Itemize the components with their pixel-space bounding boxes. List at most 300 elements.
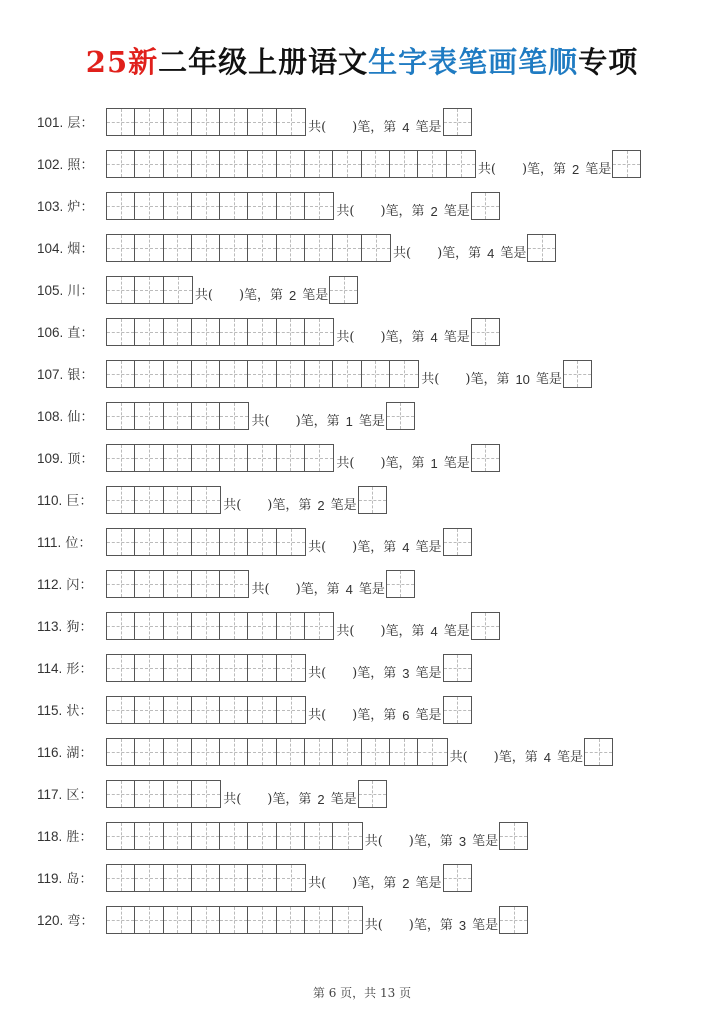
stroke-writing-grid[interactable] <box>106 528 306 556</box>
tianzige-cell[interactable] <box>277 613 305 639</box>
tianzige-cell[interactable] <box>277 445 305 471</box>
exercise-number: 114. <box>37 661 63 676</box>
tianzige-cell[interactable] <box>164 781 192 807</box>
stroke-suffix: 笔是 <box>415 708 442 723</box>
stroke-writing-grid[interactable] <box>106 570 249 598</box>
stroke-writing-grid[interactable] <box>106 276 193 304</box>
answer-box[interactable] <box>443 696 472 724</box>
tianzige-cell[interactable] <box>390 361 418 387</box>
answer-box[interactable] <box>386 570 415 598</box>
exercise-character: 层 <box>67 116 81 131</box>
tianzige-cell[interactable] <box>277 739 305 765</box>
answer-box[interactable] <box>499 822 528 850</box>
tianzige-cell[interactable] <box>277 529 305 555</box>
exercise-character: 顶 <box>67 452 81 467</box>
tianzige-cell[interactable] <box>107 697 135 723</box>
tianzige-cell[interactable] <box>277 319 305 345</box>
exercise-number: 107. <box>37 367 64 382</box>
tianzige-cell[interactable] <box>135 865 163 891</box>
exercise-character: 炉 <box>67 200 81 215</box>
tianzige-cell[interactable] <box>107 655 135 681</box>
exercise-number: 108. <box>37 409 64 424</box>
tianzige-cell[interactable] <box>107 445 135 471</box>
tianzige-cell[interactable] <box>248 655 276 681</box>
tianzige-cell[interactable] <box>305 235 333 261</box>
tianzige-cell[interactable] <box>277 361 305 387</box>
stroke-index: 2 <box>572 162 580 177</box>
tianzige-cell[interactable] <box>220 823 248 849</box>
stroke-question <box>223 780 386 810</box>
tianzige-cell[interactable] <box>107 193 135 219</box>
tianzige-cell[interactable] <box>305 151 333 177</box>
exercise-character: 仙 <box>67 410 81 425</box>
exercise-character: 狗 <box>66 620 80 635</box>
tianzige-cell[interactable] <box>135 529 163 555</box>
tianzige-cell[interactable] <box>220 235 248 261</box>
tianzige-cell[interactable] <box>135 277 163 303</box>
tianzige-cell[interactable] <box>192 907 220 933</box>
tianzige-cell[interactable] <box>107 487 135 513</box>
stroke-question <box>223 486 386 516</box>
tianzige-cell[interactable] <box>248 907 276 933</box>
total-prefix: 共( <box>251 414 270 429</box>
tianzige-cell[interactable] <box>164 487 192 513</box>
tianzige-cell[interactable] <box>164 361 192 387</box>
exercise-number: 116. <box>37 745 63 760</box>
page-title <box>0 40 724 84</box>
tianzige-cell[interactable] <box>248 739 276 765</box>
stroke-writing-grid[interactable] <box>106 612 334 640</box>
exercise-number: 120. <box>37 913 64 928</box>
exercise-number: 119. <box>37 871 63 886</box>
tianzige-cell[interactable] <box>192 655 220 681</box>
tianzige-cell[interactable] <box>333 823 361 849</box>
tianzige-cell[interactable] <box>220 403 248 429</box>
colon: ： <box>80 452 94 467</box>
stroke-question <box>365 906 528 936</box>
tianzige-cell[interactable] <box>135 151 163 177</box>
tianzige-cell[interactable] <box>164 277 192 303</box>
stroke-question <box>421 360 592 390</box>
tianzige-cell[interactable] <box>164 403 192 429</box>
stroke-index: 1 <box>430 456 438 471</box>
tianzige-cell[interactable] <box>220 109 248 135</box>
total-prefix: 共( <box>251 582 270 597</box>
stroke-suffix: 笔是 <box>415 876 442 891</box>
tianzige-cell[interactable] <box>135 319 163 345</box>
answer-box[interactable] <box>471 612 500 640</box>
tianzige-cell[interactable] <box>277 193 305 219</box>
stroke-index: 4 <box>487 246 495 261</box>
tianzige-cell[interactable] <box>362 361 390 387</box>
stroke-writing-grid[interactable] <box>106 318 334 346</box>
answer-box[interactable] <box>471 318 500 346</box>
tianzige-cell[interactable] <box>220 193 248 219</box>
tianzige-cell[interactable] <box>107 319 135 345</box>
tianzige-cell[interactable] <box>220 739 248 765</box>
tianzige-cell[interactable] <box>220 907 248 933</box>
tianzige-cell[interactable] <box>305 361 333 387</box>
total-suffix: )笔，第 <box>267 792 312 807</box>
colon: ： <box>79 578 93 593</box>
title-topic: 生字表笔画笔顺 <box>368 45 579 79</box>
tianzige-cell[interactable] <box>107 781 135 807</box>
stroke-index: 6 <box>402 708 410 723</box>
exercise-number: 102. <box>37 157 64 172</box>
stroke-question <box>336 444 499 474</box>
exercise-number: 105. <box>37 283 64 298</box>
colon: ： <box>79 746 93 761</box>
tianzige-cell[interactable] <box>135 907 163 933</box>
stroke-writing-grid[interactable] <box>106 822 363 850</box>
tianzige-cell[interactable] <box>192 781 220 807</box>
stroke-writing-grid[interactable] <box>106 738 448 766</box>
stroke-question <box>308 696 471 726</box>
title-grade: 二年级上册语文 <box>158 45 369 79</box>
tianzige-cell[interactable] <box>248 193 276 219</box>
tianzige-cell[interactable] <box>220 319 248 345</box>
colon: ： <box>79 704 93 719</box>
stroke-index: 1 <box>345 414 353 429</box>
tianzige-cell[interactable] <box>248 319 276 345</box>
total-suffix: )笔，第 <box>465 372 510 387</box>
tianzige-cell[interactable] <box>107 109 135 135</box>
tianzige-cell[interactable] <box>277 865 305 891</box>
tianzige-cell[interactable] <box>192 319 220 345</box>
tianzige-cell[interactable] <box>192 403 220 429</box>
tianzige-cell[interactable] <box>220 151 248 177</box>
tianzige-cell[interactable] <box>192 529 220 555</box>
tianzige-cell[interactable] <box>447 151 475 177</box>
tianzige-cell[interactable] <box>333 739 361 765</box>
tianzige-cell[interactable] <box>305 613 333 639</box>
page-footer: 第 6 页，共 13 页 <box>312 986 412 1000</box>
exercise-character: 闪 <box>66 578 80 593</box>
tianzige-cell[interactable] <box>192 361 220 387</box>
tianzige-cell[interactable] <box>107 151 135 177</box>
tianzige-cell[interactable] <box>305 193 333 219</box>
exercise-character: 直 <box>67 326 81 341</box>
tianzige-cell[interactable] <box>192 865 220 891</box>
tianzige-cell[interactable] <box>164 697 192 723</box>
exercise-label <box>37 486 92 516</box>
answer-box[interactable] <box>329 276 358 304</box>
tianzige-cell[interactable] <box>135 361 163 387</box>
tianzige-cell[interactable] <box>135 613 163 639</box>
tianzige-cell[interactable] <box>135 109 163 135</box>
tianzige-cell[interactable] <box>164 235 192 261</box>
tianzige-cell[interactable] <box>277 655 305 681</box>
tianzige-cell[interactable] <box>418 739 446 765</box>
answer-box[interactable] <box>358 780 387 808</box>
answer-box[interactable] <box>443 864 472 892</box>
colon: ： <box>79 620 93 635</box>
exercise-label <box>37 864 92 894</box>
tianzige-cell[interactable] <box>192 445 220 471</box>
tianzige-cell[interactable] <box>192 487 220 513</box>
colon: ： <box>80 914 94 929</box>
tianzige-cell[interactable] <box>220 865 248 891</box>
tianzige-cell[interactable] <box>164 151 192 177</box>
tianzige-cell[interactable] <box>135 487 163 513</box>
answer-box[interactable] <box>471 192 500 220</box>
tianzige-cell[interactable] <box>390 739 418 765</box>
stroke-question <box>252 402 415 432</box>
tianzige-cell[interactable] <box>305 739 333 765</box>
tianzige-cell[interactable] <box>333 235 361 261</box>
total-suffix: )笔，第 <box>352 666 397 681</box>
tianzige-cell[interactable] <box>305 319 333 345</box>
tianzige-cell[interactable] <box>220 361 248 387</box>
stroke-suffix: 笔是 <box>358 414 385 429</box>
tianzige-cell[interactable] <box>164 529 192 555</box>
exercise-character: 烟 <box>67 242 81 257</box>
stroke-writing-grid[interactable] <box>106 780 221 808</box>
stroke-question <box>308 654 471 684</box>
tianzige-cell[interactable] <box>220 571 248 597</box>
total-prefix: 共( <box>194 288 213 303</box>
tianzige-cell[interactable] <box>135 697 163 723</box>
stroke-index: 4 <box>430 624 438 639</box>
colon: ： <box>80 200 94 215</box>
stroke-writing-grid[interactable] <box>106 234 391 262</box>
stroke-suffix: 笔是 <box>415 666 442 681</box>
stroke-index: 4 <box>345 582 353 597</box>
total-suffix: )笔，第 <box>493 750 538 765</box>
tianzige-cell[interactable] <box>164 193 192 219</box>
stroke-question <box>308 108 471 138</box>
tianzige-cell[interactable] <box>192 739 220 765</box>
tianzige-cell[interactable] <box>107 571 135 597</box>
total-prefix: 共( <box>449 750 468 765</box>
tianzige-cell[interactable] <box>277 109 305 135</box>
stroke-writing-grid[interactable] <box>106 150 476 178</box>
exercise-label <box>37 402 93 432</box>
stroke-index: 3 <box>458 834 467 849</box>
colon: ： <box>79 494 93 509</box>
answer-box[interactable] <box>584 738 613 766</box>
answer-box[interactable] <box>471 444 500 472</box>
colon: ： <box>80 368 94 383</box>
colon: ： <box>80 410 94 425</box>
tianzige-cell[interactable] <box>390 151 418 177</box>
total-suffix: )笔，第 <box>295 414 340 429</box>
exercise-character: 岛 <box>66 872 80 887</box>
answer-box[interactable] <box>499 906 528 934</box>
total-prefix: 共( <box>336 456 355 471</box>
tianzige-cell[interactable] <box>164 613 192 639</box>
exercise-number: 109. <box>37 451 64 466</box>
tianzige-cell[interactable] <box>277 907 305 933</box>
answer-box[interactable] <box>527 234 556 262</box>
total-prefix: 共( <box>393 246 412 261</box>
total-prefix: 共( <box>364 834 383 849</box>
tianzige-cell[interactable] <box>248 109 276 135</box>
stroke-index: 2 <box>317 792 325 807</box>
total-suffix: )笔，第 <box>408 918 453 933</box>
exercise-character: 川 <box>67 284 81 299</box>
stroke-writing-grid[interactable] <box>106 108 306 136</box>
tianzige-cell[interactable] <box>135 739 163 765</box>
tianzige-cell[interactable] <box>107 235 135 261</box>
tianzige-cell[interactable] <box>135 823 163 849</box>
tianzige-cell[interactable] <box>248 445 276 471</box>
tianzige-cell[interactable] <box>164 907 192 933</box>
colon: ： <box>80 326 94 341</box>
tianzige-cell[interactable] <box>107 865 135 891</box>
answer-box[interactable] <box>443 654 472 682</box>
tianzige-cell[interactable] <box>164 655 192 681</box>
stroke-question <box>336 612 499 642</box>
tianzige-cell[interactable] <box>135 193 163 219</box>
colon: ： <box>80 284 94 299</box>
total-suffix: )笔，第 <box>380 624 425 639</box>
stroke-writing-grid[interactable] <box>106 486 221 514</box>
exercise-label <box>37 696 92 726</box>
tianzige-cell[interactable] <box>107 823 135 849</box>
tianzige-cell[interactable] <box>305 823 333 849</box>
tianzige-cell[interactable] <box>333 151 361 177</box>
tianzige-cell[interactable] <box>107 613 135 639</box>
tianzige-cell[interactable] <box>192 235 220 261</box>
tianzige-cell[interactable] <box>135 571 163 597</box>
tianzige-cell[interactable] <box>135 235 163 261</box>
total-suffix: )笔，第 <box>267 498 312 513</box>
tianzige-cell[interactable] <box>192 823 220 849</box>
tianzige-cell[interactable] <box>277 235 305 261</box>
tianzige-cell[interactable] <box>220 613 248 639</box>
tianzige-cell[interactable] <box>248 151 276 177</box>
stroke-index: 2 <box>289 288 297 303</box>
exercise-character: 湖 <box>66 746 80 761</box>
stroke-question <box>252 570 415 600</box>
exercise-number: 118. <box>37 829 63 844</box>
tianzige-cell[interactable] <box>107 529 135 555</box>
colon: ： <box>79 872 93 887</box>
stroke-suffix: 笔是 <box>358 582 385 597</box>
tianzige-cell[interactable] <box>220 655 248 681</box>
tianzige-cell[interactable] <box>164 319 192 345</box>
tianzige-cell[interactable] <box>164 823 192 849</box>
stroke-writing-grid[interactable] <box>106 864 306 892</box>
total-prefix: 共( <box>308 540 327 555</box>
exercise-label <box>37 150 93 180</box>
tianzige-cell[interactable] <box>248 697 276 723</box>
tianzige-cell[interactable] <box>192 151 220 177</box>
answer-box[interactable] <box>443 108 472 136</box>
colon: ： <box>79 788 93 803</box>
tianzige-cell[interactable] <box>192 193 220 219</box>
tianzige-cell[interactable] <box>164 445 192 471</box>
tianzige-cell[interactable] <box>135 403 163 429</box>
tianzige-cell[interactable] <box>107 907 135 933</box>
stroke-writing-grid[interactable] <box>106 402 249 430</box>
tianzige-cell[interactable] <box>277 697 305 723</box>
tianzige-cell[interactable] <box>135 781 163 807</box>
tianzige-cell[interactable] <box>333 907 361 933</box>
exercise-number: 110. <box>37 493 63 508</box>
tianzige-cell[interactable] <box>248 613 276 639</box>
stroke-suffix: 笔是 <box>556 750 583 765</box>
tianzige-cell[interactable] <box>192 613 220 639</box>
tianzige-cell[interactable] <box>107 361 135 387</box>
tianzige-cell[interactable] <box>248 361 276 387</box>
total-suffix: )笔，第 <box>380 204 425 219</box>
stroke-suffix: 笔是 <box>302 288 329 303</box>
exercise-label <box>37 360 93 390</box>
tianzige-cell[interactable] <box>248 235 276 261</box>
tianzige-cell[interactable] <box>362 151 390 177</box>
tianzige-cell[interactable] <box>362 739 390 765</box>
tianzige-cell[interactable] <box>362 235 390 261</box>
tianzige-cell[interactable] <box>107 277 135 303</box>
total-prefix: 共( <box>308 120 327 135</box>
stroke-writing-grid[interactable] <box>106 696 306 724</box>
tianzige-cell[interactable] <box>220 529 248 555</box>
tianzige-cell[interactable] <box>192 697 220 723</box>
stroke-question <box>393 234 556 264</box>
exercise-label <box>37 738 92 768</box>
tianzige-cell[interactable] <box>107 739 135 765</box>
stroke-writing-grid[interactable] <box>106 906 363 934</box>
tianzige-cell[interactable] <box>248 823 276 849</box>
tianzige-cell[interactable] <box>135 655 163 681</box>
exercise-number: 106. <box>37 325 64 340</box>
tianzige-cell[interactable] <box>277 823 305 849</box>
tianzige-cell[interactable] <box>248 865 276 891</box>
exercise-character: 胜 <box>66 830 80 845</box>
answer-box[interactable] <box>358 486 387 514</box>
tianzige-cell[interactable] <box>107 403 135 429</box>
stroke-writing-grid[interactable] <box>106 192 334 220</box>
tianzige-cell[interactable] <box>164 865 192 891</box>
answer-box[interactable] <box>443 528 472 556</box>
tianzige-cell[interactable] <box>192 571 220 597</box>
exercise-label <box>37 780 92 810</box>
answer-box[interactable] <box>612 150 641 178</box>
tianzige-cell[interactable] <box>220 445 248 471</box>
answer-box[interactable] <box>386 402 415 430</box>
tianzige-cell[interactable] <box>135 445 163 471</box>
tianzige-cell[interactable] <box>248 529 276 555</box>
tianzige-cell[interactable] <box>164 571 192 597</box>
stroke-writing-grid[interactable] <box>106 444 334 472</box>
tianzige-cell[interactable] <box>333 361 361 387</box>
tianzige-cell[interactable] <box>220 697 248 723</box>
stroke-question <box>308 528 471 558</box>
total-prefix: 共( <box>336 624 355 639</box>
stroke-suffix: 笔是 <box>415 120 442 135</box>
tianzige-cell[interactable] <box>305 907 333 933</box>
answer-box[interactable] <box>563 360 592 388</box>
stroke-question <box>336 192 499 222</box>
tianzige-cell[interactable] <box>192 109 220 135</box>
exercise-character: 状 <box>66 704 80 719</box>
tianzige-cell[interactable] <box>277 151 305 177</box>
stroke-suffix: 笔是 <box>443 624 470 639</box>
total-prefix: 共( <box>223 498 242 513</box>
tianzige-cell[interactable] <box>164 739 192 765</box>
tianzige-cell[interactable] <box>164 109 192 135</box>
tianzige-cell[interactable] <box>418 151 446 177</box>
stroke-index: 4 <box>402 120 410 135</box>
stroke-suffix: 笔是 <box>330 792 357 807</box>
stroke-writing-grid[interactable] <box>106 360 419 388</box>
stroke-suffix: 笔是 <box>443 204 470 219</box>
total-prefix: 共( <box>336 204 355 219</box>
tianzige-cell[interactable] <box>305 445 333 471</box>
stroke-writing-grid[interactable] <box>106 654 306 682</box>
